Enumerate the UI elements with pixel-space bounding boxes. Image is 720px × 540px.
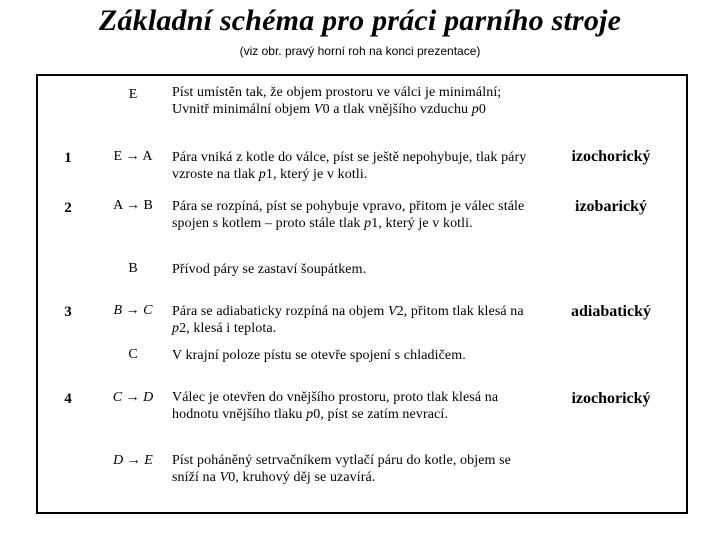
table-row-2-number: 2 [64,200,72,216]
table-row-6-description: Válec je otevřen do vnějšího prostoru, proto tlak klesá na hodnotu vnějšího tlaku p0, píst se zatím nevrací. [172,390,499,422]
table-row-7-description: Píst poháněný setrvačníkem vytlačí páru do kotle, objem se sníží na V0, kruhový děj se uzavírá. [172,453,511,485]
table-row-4-number: 3 [64,304,72,320]
table-row-2-description: Pára se rozpíná, píst se pohybuje vpravo, přitom je válec stále spojen s kotlem – proto stále tlak p1, který je v kotli. [172,199,525,231]
page-subtitle: (viz obr. pravý horní roh na konci prezentace) [239,44,481,58]
table-row-1-transition: E → A [113,149,153,164]
table-row-3-transition: B [128,261,138,276]
table-row-7-transition: D → E [113,453,153,468]
table-row-5-transition: C [128,347,138,362]
table-row-2-transition: A → B [113,198,153,213]
table-row-1-number: 1 [64,150,72,166]
table-row-1-process-type: izochorický [571,148,651,165]
table-row-0-transition: E [128,87,138,102]
table-row-6-number: 4 [64,391,72,407]
table-row-3-description: Přívod páry se zastaví šoupátkem. [172,262,367,277]
table-row-6-process-type: izochorický [571,390,651,407]
table-row-4-process-type: adiabatický [570,303,651,320]
table-frame [36,74,688,514]
page-title: Základní schéma pro práci parního stroje [98,4,622,37]
table-row-6-transition: C → D [112,390,154,405]
table-row-0-description: Píst umístěn tak, že objem prostoru ve válci je minimální; Uvnitř minimální objem V0 a tlak vnějšího vzduchu p0 [172,85,502,117]
table-row-1-description: Pára vniká z kotle do válce, píst se ještě nepohybuje, tlak páry vzroste na tlak p1, který je v kotli. [172,150,527,182]
table-row-4-transition: B → C [113,303,153,318]
table-row-2-process-type: izobarický [575,198,647,215]
table-row-4-description: Pára se adiabaticky rozpíná na objem V2, přitom tlak klesá na p2, klesá i teplota. [172,304,524,336]
table-row-5-description: V krajní poloze pístu se otevře spojení s chladičem. [172,348,466,363]
